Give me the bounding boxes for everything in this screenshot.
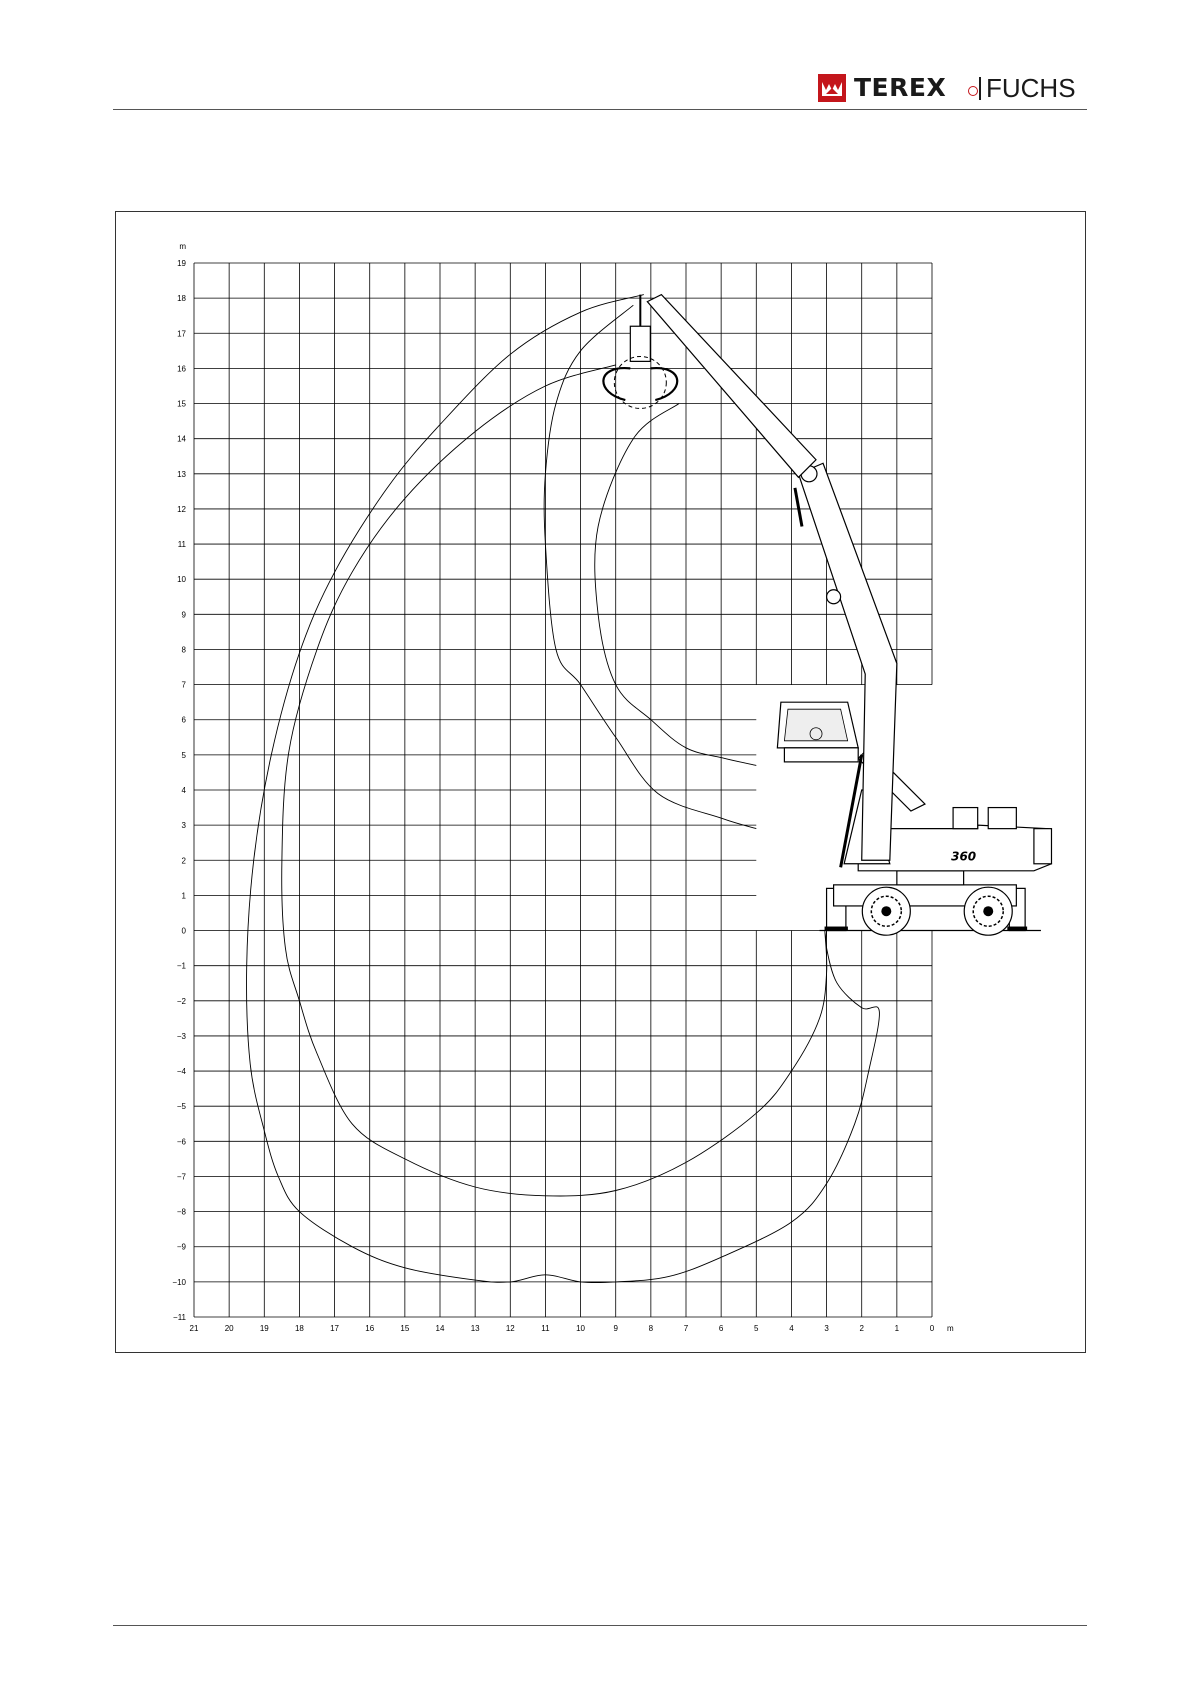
y-tick-label: 11 [177,540,186,550]
x-axis-unit: m [947,1324,954,1333]
counterweight [1034,829,1052,864]
x-tick-label: 10 [576,1324,586,1333]
x-tick-label: 12 [505,1324,515,1333]
y-tick-label: −2 [176,996,186,1006]
working-range-diagram [116,212,1085,1352]
y-tick-label: 7 [181,680,186,690]
y-tick-label: −9 [176,1242,186,1252]
grapple-tine-right [650,368,677,400]
outrigger-pad-icon [825,927,848,931]
y-tick-label: 9 [181,610,186,620]
y-tick-label: −10 [172,1277,186,1287]
cab-window [784,709,847,741]
brand-terex: TEREX [854,73,947,102]
brand-fuchs: FUCHS [986,73,1076,103]
y-tick-label: −1 [176,961,186,971]
y-tick-label: −7 [176,1172,186,1182]
material-handler-with-grapple-icon [603,295,1051,936]
y-tick-label: −5 [176,1102,186,1112]
x-tick-label: 16 [365,1324,375,1333]
x-tick-label: 11 [541,1324,550,1333]
y-tick-label: 2 [181,856,186,866]
x-tick-label: 15 [400,1324,410,1333]
header-rule [113,109,1087,110]
y-tick-label: 5 [181,750,186,760]
y-tick-label: −4 [176,1067,186,1077]
grapple-closed-outline [614,356,666,408]
y-tick-label: 10 [177,575,186,585]
grapple-tine-left [603,368,630,400]
x-tick-label: 9 [613,1324,618,1333]
outrigger-pad-icon [1007,927,1027,931]
x-tick-label: 6 [718,1324,724,1333]
y-tick-label: 1 [181,891,186,901]
x-tick-label: 1 [894,1324,900,1333]
y-tick-label: 0 [181,926,186,936]
y-tick-label: 18 [177,294,186,304]
x-tick-label: 4 [789,1324,794,1333]
boom-cylinder-pin-icon [827,590,841,604]
terex-fuchs-logo [818,74,1088,102]
x-tick-label: 19 [259,1324,269,1333]
logo-separator [979,77,981,100]
y-tick-label: 6 [181,715,186,725]
y-tick-label: 13 [177,469,186,479]
cab-base [784,748,858,762]
y-tick-label: 3 [181,821,186,831]
wheel-hub-icon [983,906,993,916]
x-tick-label: 3 [824,1324,829,1333]
terex-emblem-icon [818,74,846,102]
y-tick-label: 17 [177,329,186,339]
exhaust-housing [953,808,978,829]
y-tick-label: −3 [176,1031,186,1041]
y-tick-label: 12 [177,504,186,514]
x-tick-label: 2 [859,1324,864,1333]
wheel-hub-icon [881,906,891,916]
registered-mark [968,86,978,96]
x-tick-label: 0 [929,1324,935,1333]
y-tick-label: 15 [177,399,186,409]
y-tick-label: −8 [176,1207,186,1217]
model-badge: 360 [951,849,977,864]
x-tick-label: 8 [648,1324,654,1333]
y-tick-label: 16 [177,364,186,374]
x-tick-label: 20 [224,1324,234,1333]
slewing-ring [897,871,964,885]
x-tick-label: 21 [189,1324,199,1333]
reach-envelope-curve [595,404,757,766]
y-axis-unit: m [179,242,186,251]
y-tick-label: 14 [177,434,186,444]
stick-hydraulic-cylinder [795,488,802,527]
engine-hood [988,808,1016,829]
y-tick-label: 19 [177,259,186,268]
x-tick-label: 14 [435,1324,445,1333]
stick-arm [647,295,816,478]
x-tick-label: 17 [330,1324,340,1333]
main-boom [798,463,896,860]
x-tick-label: 13 [470,1324,480,1333]
x-tick-label: 18 [294,1324,304,1333]
y-tick-label: 4 [181,786,186,795]
footer-rule [113,1625,1087,1626]
y-tick-label: 8 [181,645,186,655]
x-tick-label: 7 [683,1324,689,1333]
x-tick-label: 5 [754,1324,759,1333]
diagram-frame [115,211,1086,1353]
y-tick-label: −11 [173,1313,186,1322]
y-tick-label: −6 [176,1137,186,1147]
